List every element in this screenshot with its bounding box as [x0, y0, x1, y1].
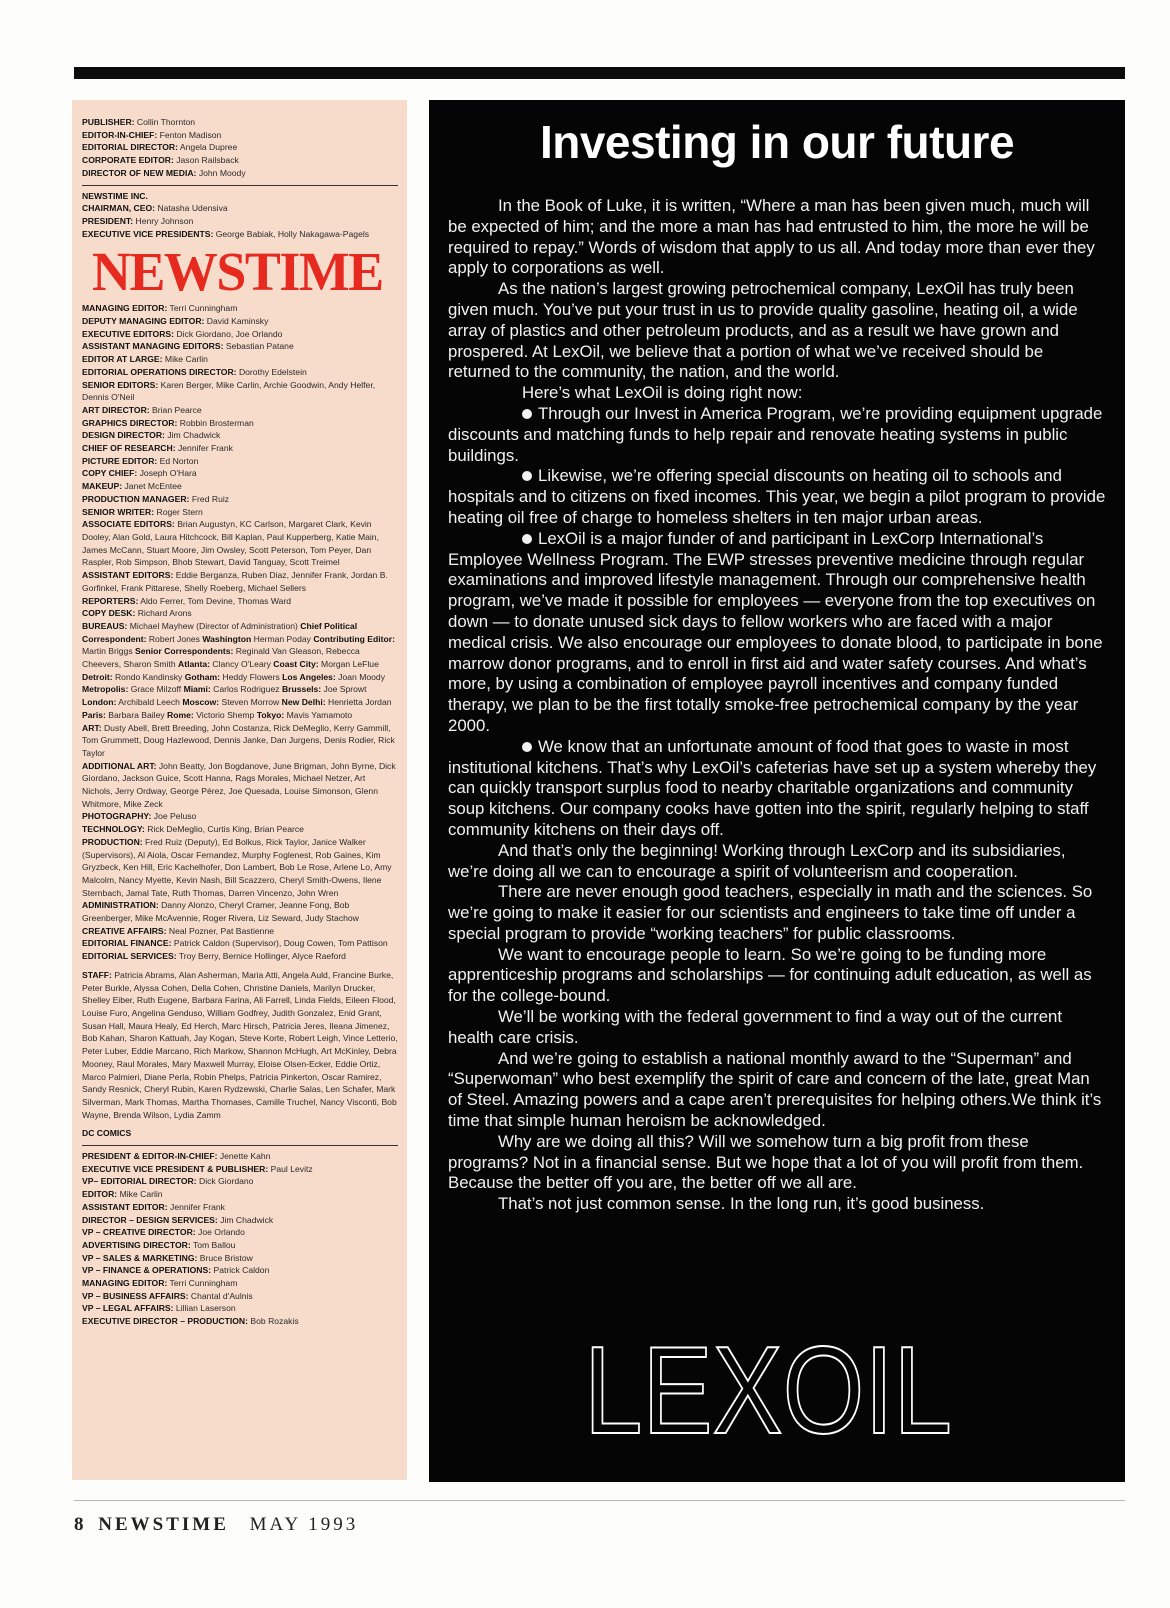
- credit-line: [82, 455, 398, 468]
- masthead-staff: [82, 969, 398, 1121]
- bureau-label: Atlanta:: [178, 659, 211, 670]
- credit-line: [82, 1302, 398, 1315]
- credit-name: Jenette Kahn: [219, 1151, 271, 1162]
- credit-line: [82, 353, 398, 366]
- ad-bullet-paragraph: Likewise, we’re offering special discounts on heating oil to schools and hospitals and to citizens on fixed incomes. This year, we begin a pilot program to provide heating oil free of charge to homeless shelters in ten major urban areas.: [448, 466, 1106, 527]
- credit-role: VP – LEGAL AFFAIRS:: [82, 1303, 174, 1314]
- credit-role: ART DIRECTOR:: [82, 404, 150, 415]
- bureau-name: Herman Poday: [253, 633, 311, 644]
- ad-paragraph: And that’s only the beginning! Working through LexCorp and its subsidiaries, we’re doing all we can to encourage a spirit of volunteerism and cooperation.: [448, 840, 1066, 881]
- credit-line: [82, 404, 398, 417]
- masthead-inc-credits: [82, 190, 398, 241]
- credit-name: Rick DeMeglio, Curtis King, Brian Pearce: [147, 824, 304, 835]
- credit-name: Joe Peluso: [153, 811, 197, 822]
- credit-name: Joseph O'Hara: [139, 468, 197, 479]
- credit-name: John Beatty, Jon Bogdanove, June Brigman, John Byrne, Dick Giordano, Jackson Guice, Scott Hanna, Rags Morales, Michael Netzer, Art Nichols, Jerry Ordway, George Pérez, Joe Quesada, Louise Simonson, Glenn Whitmore, Mike Zeck: [82, 760, 396, 809]
- credit-name: Angela Dupree: [179, 142, 238, 153]
- credit-line: [82, 1277, 398, 1290]
- credit-name: Bob Rozakis: [250, 1316, 299, 1327]
- bureau-name: Carlos Rodriguez: [213, 684, 280, 695]
- bullet-icon: [522, 534, 532, 544]
- ad-paragraph: And we’re going to establish a national monthly award to the “Superman” and “Superwoman” who best exemplify the spirit of care and concern of the late, great Man of Steel. Amazing powers and a cape aren’t prerequisites for helping others.We think it’s time that simple human heroism be acknowledged.: [448, 1048, 1102, 1131]
- credit-name: John Moody: [198, 167, 246, 178]
- credit-line: [82, 1252, 398, 1265]
- credit-role: EDITORIAL DIRECTOR:: [82, 142, 178, 153]
- ad-paragraph: There are never enough good teachers, especially in math and the sciences. So we’re going to make it easier for our scientists and engineers to take time off under a special program to provide “working teachers” for public classrooms.: [448, 882, 1093, 943]
- credit-name: Joe Orlando: [198, 1227, 245, 1238]
- credit-line: [82, 141, 398, 154]
- credit-role: SENIOR WRITER:: [82, 506, 155, 517]
- credit-name: Eddie Berganza, Ruben Diaz, Jennifer Frank, Jordan B. Gorfinkel, Frank Pittarese, Shelly Roeberg, Michael Sellers: [82, 570, 388, 593]
- folio-magazine: NEWSTIME: [98, 1514, 229, 1535]
- credit-name: David Kaminsky: [206, 316, 269, 327]
- credit-role: VP – BUSINESS AFFAIRS:: [82, 1290, 189, 1301]
- page-number: 8: [74, 1514, 86, 1535]
- credit-line: [82, 595, 398, 608]
- credit-line: [82, 518, 398, 569]
- credit-role: EXECUTIVE VICE PRESIDENT & PUBLISHER:: [82, 1163, 269, 1174]
- credit-name: Lillian Laserson: [175, 1303, 236, 1314]
- credit-name: Janet McEntee: [124, 481, 182, 492]
- credit-name: Jason Railsback: [176, 155, 239, 166]
- credit-line: [82, 1264, 398, 1277]
- bureau-label: Tokyo:: [256, 709, 285, 720]
- credit-name: Dick Giordano, Joe Orlando: [176, 328, 283, 339]
- credit-name: Bruce Bristow: [199, 1252, 253, 1263]
- bureau-name: Michael Mayhew (Director of Administration): [129, 620, 298, 631]
- credit-role: PRODUCTION:: [82, 836, 143, 847]
- ad-bullet-paragraph: LexOil is a major funder of and participant in LexCorp International’s Employee Wellness Program. The EWP stresses preventive medicine through regular examinations and improved lifestyle management. Through our comprehensive health program, we’ve made it possible for employees — everyone from the top executives on down — to donate unused sick days to fellow workers who are faced with a major medical crisis. We also encourage our employees to donate blood, to participate in bone marrow donor programs, and to enroll in first aid and water safety courses. And what’s more, by using a combination of employee payroll incentives and company funded therapy, we plan to be the first totally smoke-free petrochemical company by the year 2000.: [448, 528, 1103, 735]
- ad-paragraph: That’s not just common sense. In the long run, it’s good business.: [498, 1194, 985, 1214]
- credit-line: [82, 1226, 398, 1239]
- credit-line: [82, 925, 398, 938]
- credit-role: MAKEUP:: [82, 481, 123, 492]
- credit-role: ADDITIONAL ART:: [82, 760, 157, 771]
- credit-role: VP – CREATIVE DIRECTOR:: [82, 1227, 196, 1238]
- bureau-name: Reginald Van Gleason, Rebecca Cheevers, Sharon Smith: [82, 646, 360, 670]
- credit-name: Jennifer Frank: [177, 443, 233, 454]
- credit-line: [82, 950, 398, 963]
- credit-line: [82, 116, 398, 129]
- credit-role: CHIEF OF RESEARCH:: [82, 443, 176, 454]
- credit-role: NEWSTIME INC.: [82, 190, 148, 201]
- bullet-icon: [522, 742, 532, 752]
- credit-line: [82, 366, 398, 379]
- staff-role: STAFF:: [82, 969, 112, 980]
- ad-paragraph: We want to encourage people to learn. So we’re going to be funding more apprenticeship programs and scholarships — for continuing adult education, as well as for the college-bound.: [448, 944, 1092, 1006]
- credit-role: PRESIDENT & EDITOR-IN-CHIEF:: [82, 1151, 218, 1162]
- newstime-logo: NEWSTIME: [92, 241, 383, 303]
- ad-bullet-paragraph: Through our Invest in America Program, we’re providing equipment upgrade discounts and matching funds to help repair and renovate heating systems in public buildings.: [448, 403, 1103, 465]
- bureau-label: Washington: [202, 633, 252, 644]
- page-folio: [74, 1514, 358, 1536]
- bureau-label: London:: [82, 697, 117, 708]
- bureau-label: Chief Political Correspondent:: [82, 620, 358, 644]
- bureau-name: Victorio Shemp: [196, 709, 255, 720]
- credit-role: GRAPHICS DIRECTOR:: [82, 417, 178, 428]
- credit-line: [82, 379, 398, 404]
- bullet-icon: [522, 409, 532, 419]
- credit-role: DIRECTOR – DESIGN SERVICES:: [82, 1214, 218, 1225]
- credit-line: [82, 899, 398, 924]
- masthead-divider: [82, 1145, 398, 1146]
- ad-paragraph: In the Book of Luke, it is written, “Where a man has been given much, much will be expected of him; and the more a man has had entrusted to him, the more he will be required to repay.” Words of wisdom that apply to us all. And today more than ever they apply to corporations as well.: [448, 196, 1095, 278]
- ad-paragraph: Here’s what LexOil is doing right now:: [522, 383, 803, 403]
- credit-role: PICTURE EDITOR:: [82, 455, 158, 466]
- bureau-label: Gotham:: [184, 671, 221, 682]
- bureau-name: Henrietta Jordan: [327, 697, 392, 708]
- credit-name: Terri Cunningham: [169, 1278, 238, 1289]
- credit-line: [82, 429, 398, 442]
- credit-name: Dusty Abell, Brett Breeding, John Costanza, Rick DeMeglio, Kerry Gammill, Tom Grummett, Doug Hazlewood, Dennis Janke, Dan Jurgens, Denis Rodier, Rick Taylor: [82, 722, 395, 758]
- credit-role: CORPORATE EDITOR:: [82, 155, 174, 166]
- credit-role: PUBLISHER:: [82, 117, 135, 127]
- credit-role: PRESIDENT:: [82, 215, 134, 226]
- credit-line: [82, 315, 398, 328]
- credit-role: EDITOR:: [82, 1189, 118, 1200]
- credit-line: [82, 467, 398, 480]
- ad-paragraph: We’ll be working with the federal government to find a way out of the current health care crisis.: [448, 1007, 1063, 1047]
- credit-name: Jim Chadwick: [167, 430, 221, 441]
- credit-name: Tom Ballou: [192, 1239, 236, 1250]
- bureau-label: Brussels:: [281, 684, 322, 695]
- credit-line: [82, 506, 398, 519]
- lexoil-logo: [581, 1322, 956, 1460]
- credit-line: [82, 810, 398, 823]
- credit-name: Fred Ruiz (Deputy), Ed Bolkus, Rick Taylor, Janice Walker (Supervisors), Al Aiola, Oscar Fernandez, Murphy Foglenest, Rob Gaines, Kim Gryzbeck, Ken Hill, Eric Kachelhofer, Don Lambert, Bob Le Rose, Arlene Lo, Amy Malcolm, Nancy Myette, Kevin Nash, Bill Scazzero, Cheryl Smith-Owens, Ilene Sternbach, Jamal Tate, Ruth Thomas, Darren Vincenzo, John Wren: [82, 836, 392, 898]
- credit-role: MANAGING EDITOR:: [82, 1278, 168, 1289]
- credit-line: [82, 442, 398, 455]
- credit-name: Mike Carlin: [119, 1189, 163, 1200]
- bureau-label: Contributing Editor:: [313, 633, 395, 644]
- credit-line: [82, 1315, 398, 1328]
- credit-role: ASSISTANT MANAGING EDITORS:: [82, 341, 224, 352]
- credit-line: [82, 215, 398, 228]
- bureau-name: Morgan LeFlue: [321, 659, 379, 670]
- credit-role: MANAGING EDITOR:: [82, 303, 168, 314]
- credit-role: DESIGN DIRECTOR:: [82, 430, 165, 441]
- credit-name: Natasha Udensiva: [157, 203, 228, 214]
- credit-role: ASSISTANT EDITOR:: [82, 1201, 168, 1212]
- credit-line: [82, 760, 398, 811]
- ad-body: [448, 196, 1108, 1215]
- credit-line: [82, 302, 398, 315]
- credit-role: DEPUTY MANAGING EDITOR:: [82, 316, 205, 327]
- credit-name: Fred Ruiz: [191, 493, 230, 504]
- credit-line: [82, 228, 398, 241]
- bureau-name: Rondo Kandinsky: [114, 671, 183, 682]
- bureau-label: Senior Correspondents:: [135, 646, 234, 657]
- credit-role: EDITOR AT LARGE:: [82, 354, 163, 365]
- credit-name: Chantal d'Aulnis: [190, 1290, 253, 1301]
- credit-role: PRODUCTION MANAGER:: [82, 493, 190, 504]
- bureau-name: Archibald Leech: [118, 697, 180, 708]
- lexoil-logo-text: LEXOIL: [584, 1322, 952, 1460]
- credit-name: Neal Pozner, Pat Bastienne: [168, 925, 275, 936]
- credit-line: [82, 190, 398, 203]
- credit-line: [82, 937, 398, 950]
- credit-line: [82, 328, 398, 341]
- ad-bullet-paragraph: We know that an unfortunate amount of food that goes to waste in most institutional kitchens. That’s why LexOil’s cafeterias have set up a system whereby they can quickly transport surplus food to nearby charitable organizations and community soup kitchens. Our company cooks have gotten into the spirit, regularly helping to staff community kitchens on their days off.: [448, 736, 1097, 839]
- folio-date: MAY 1993: [249, 1514, 359, 1535]
- credit-role: SENIOR EDITORS:: [82, 379, 159, 390]
- credit-line: [82, 1239, 398, 1252]
- masthead-top-credits: [82, 116, 398, 180]
- credit-line: [82, 836, 398, 900]
- credit-line: [82, 569, 398, 594]
- credit-line: [82, 129, 398, 142]
- bureau-name: Heddy Flowers: [222, 671, 280, 682]
- bureau-label: Miami:: [183, 684, 211, 695]
- credit-role: CHAIRMAN, CEO:: [82, 203, 156, 214]
- credit-name: Aldo Ferrer, Tom Devine, Thomas Ward: [140, 595, 292, 606]
- bullet-icon: [522, 471, 532, 481]
- credit-line: [82, 154, 398, 167]
- credit-line: [82, 607, 398, 620]
- credit-name: George Babiak, Holly Nakagawa-Pagels: [215, 228, 370, 239]
- credit-role: EDITORIAL FINANCE:: [82, 938, 172, 949]
- credit-line: [82, 417, 398, 430]
- bureau-name: Joan Moody: [338, 671, 385, 682]
- credit-name: Terri Cunningham: [169, 303, 238, 314]
- credit-line: [82, 167, 398, 180]
- credit-name: Karen Berger, Mike Carlin, Archie Goodwin, Andy Helfer, Dennis O'Neil: [82, 379, 376, 403]
- bureau-name: Mavis Yamamoto: [286, 709, 353, 720]
- credit-line: [82, 1175, 398, 1188]
- credit-role: ADVERTISING DIRECTOR:: [82, 1239, 191, 1250]
- credit-name: Patrick Caldon: [213, 1265, 270, 1276]
- credit-name: Paul Levitz: [270, 1163, 313, 1174]
- bureau-label: Los Angeles:: [282, 671, 336, 682]
- credit-line: [82, 722, 398, 760]
- bureau-name: Grace Milzoff: [130, 684, 182, 695]
- credit-line: [82, 1290, 398, 1303]
- credit-name: Roger Stern: [156, 506, 203, 517]
- top-rule: [74, 67, 1125, 79]
- bureau-label: Rome:: [167, 709, 194, 720]
- masthead-editorial-credits: [82, 302, 398, 620]
- credit-name: Troy Berry, Bernice Hollinger, Alyce Raeford: [178, 951, 346, 962]
- bureau-name: Joe Sprowt: [323, 684, 367, 695]
- credit-line: [82, 823, 398, 836]
- credit-role: DIRECTOR OF NEW MEDIA:: [82, 167, 197, 178]
- credit-name: Brian Augustyn, KC Carlson, Margaret Clark, Kevin Dooley, Alan Gold, Laura Hitchcock, Bill Kaplan, Paul Kupperberg, Katie Main, James McCann, Stuart Moore, Jim Owsley, Scott Peterson, Tom Peyer, Dan Raspler, Rob Simpson, Bhob Stewart, David Tanguay, Scott Treimel: [82, 519, 379, 568]
- credit-role: ASSOCIATE EDITORS:: [82, 519, 175, 530]
- bureau-label: Detroit:: [82, 671, 113, 682]
- credit-name: Brian Pearce: [152, 404, 202, 415]
- masthead-column: [72, 100, 407, 1480]
- credit-role: EXECUTIVE VICE PRESIDENTS:: [82, 228, 214, 239]
- lexoil-ad: [429, 100, 1125, 1482]
- ad-headline: Investing in our future: [539, 116, 1015, 168]
- bureau-name: Barbara Bailey: [108, 709, 165, 720]
- credit-line: [82, 1201, 398, 1214]
- credit-name: Dorothy Edelstein: [238, 366, 307, 377]
- credit-role: REPORTERS:: [82, 595, 139, 606]
- credit-name: Dick Giordano: [199, 1176, 254, 1187]
- credit-line: [82, 1150, 398, 1163]
- credit-role: EXECUTIVE EDITORS:: [82, 328, 175, 339]
- credit-role: EDITORIAL OPERATIONS DIRECTOR:: [82, 366, 237, 377]
- dc-comics-heading: DC COMICS: [82, 1128, 132, 1139]
- credit-role: CREATIVE AFFAIRS:: [82, 925, 167, 936]
- ad-paragraph: Why are we doing all this? Will we somehow turn a big profit from these programs? Not in a financial sense. But we hope that a lot of you will profit from them. Because the better off you are, the better off we all are.: [448, 1131, 1084, 1193]
- credit-line: [82, 1188, 398, 1201]
- staff-names: Patricia Abrams, Alan Asherman, Maria Atti, Angela Auld, Francine Burke, Peter Burkle, Alyssa Cohen, Della Cohen, Christine Daniels, Marilyn Drucker, Shelley Eiber, Ruth Eugene, Barbara Farina, Ali Farrell, Linda Fields, Eileen Flood, Louise Furo, Angelina Genduso, William Godfrey, Judith Gonzalez, Enid Grant, Susan Hall, Maura Healy, Ed Herch, Marc Hirsch, Patricia Jeres, Ileana Jimenez, Bob Kahan, Sharon Kattuah, Jay Kogan, Steve Korte, Robert Leigh, Vince Letterio, Peter Luber, Eddie Marcano, Rich Markow, Shannon McHugh, Art McKinley, Debra Mooney, Raul Morales, Mary Maxwell Murray, Eloise Olsen-Ecker, Eddie Ortiz, Marco Palmieri, Diane Perla, Robin Phelps, Patricia Pinkerton, Oscar Ramirez, Sandy Resnick, Cheryl Rubin, Karen Rydzewski, Charlie Salas, Len Schafer, Mark Silverman, Mark Thomas, Martha Thomases, Camille Truchel, Nancy Visconti, Bob Wayne, Brenda Wilson, Lydia Zamm: [82, 969, 398, 1120]
- bureau-name: Martin Briggs: [82, 646, 133, 657]
- footer-rule: [74, 1500, 1125, 1501]
- credit-name: Sebastian Patane: [225, 341, 294, 352]
- credit-name: Ed Norton: [159, 455, 199, 466]
- credit-role: EXECUTIVE DIRECTOR – PRODUCTION:: [82, 1316, 249, 1327]
- credit-name: Jim Chadwick: [220, 1214, 274, 1225]
- credit-role: EDITORIAL SERVICES:: [82, 951, 177, 962]
- credit-role: VP – FINANCE & OPERATIONS:: [82, 1265, 212, 1276]
- credit-role: EDITOR-IN-CHIEF:: [82, 129, 158, 140]
- credit-name: Patrick Caldon (Supervisor), Doug Cowen, Tom Pattison: [173, 938, 388, 949]
- credit-role: VP – SALES & MARKETING:: [82, 1252, 198, 1263]
- credit-role: ASSISTANT EDITORS:: [82, 570, 174, 581]
- credit-name: Mike Carlin: [164, 354, 208, 365]
- credit-name: Jennifer Frank: [170, 1201, 225, 1212]
- bureau-name: Steven Morrow: [221, 697, 280, 708]
- credit-name: Richard Arons: [137, 608, 192, 619]
- credit-role: VP– EDITORIAL DIRECTOR:: [82, 1176, 197, 1187]
- credit-role: COPY DESK:: [82, 608, 136, 619]
- masthead-dc-credits: [82, 1150, 398, 1328]
- bureau-name: Robert Jones: [148, 633, 200, 644]
- ad-paragraph: As the nation’s largest growing petrochemical company, LexOil has truly been given much. You’ve put your trust in us to provide quality gasoline, heating oil, a wide array of plastics and other petroleum products, and as a result we have grown and prospered. At LexOil, we believe that a portion of what we’ve received should be returned to the community, the nation, and the world.: [448, 279, 1078, 382]
- bureau-label: New Delhi:: [281, 697, 326, 708]
- credit-role: PHOTOGRAPHY:: [82, 811, 152, 822]
- credit-name: Robbin Brosterman: [179, 417, 254, 428]
- bureau-label: Moscow:: [182, 697, 220, 708]
- masthead-divider: [82, 185, 398, 186]
- credit-role: ADMINISTRATION:: [82, 900, 159, 911]
- credit-line: [82, 340, 398, 353]
- credit-line: [82, 480, 398, 493]
- credit-role: COPY CHIEF:: [82, 468, 138, 479]
- credit-line: [82, 202, 398, 215]
- credit-name: Fenton Madison: [159, 129, 222, 140]
- bureau-label: Paris:: [82, 709, 106, 720]
- bureau-name: Clancy O'Leary: [212, 659, 271, 670]
- credit-role: ART:: [82, 722, 102, 733]
- credit-name: Collin Thornton: [136, 117, 196, 127]
- credit-role: TECHNOLOGY:: [82, 824, 145, 835]
- credit-name: Danny Alonzo, Cheryl Cramer, Jeanne Fong, Bob Greenberger, Mike McAvennie, Roger Rivera, Liz Seward, Judy Stachow: [82, 900, 359, 924]
- credit-line: [82, 1214, 398, 1227]
- bureau-label: Metropolis:: [82, 684, 129, 695]
- credit-name: Henry Johnson: [135, 215, 194, 226]
- masthead-bureaus: [82, 620, 398, 722]
- bureau-label: BUREAUS:: [82, 620, 128, 631]
- credit-line: [82, 493, 398, 506]
- bureau-label: Coast City:: [273, 659, 319, 670]
- masthead-art-credits: [82, 722, 398, 963]
- credit-line: [82, 1163, 398, 1176]
